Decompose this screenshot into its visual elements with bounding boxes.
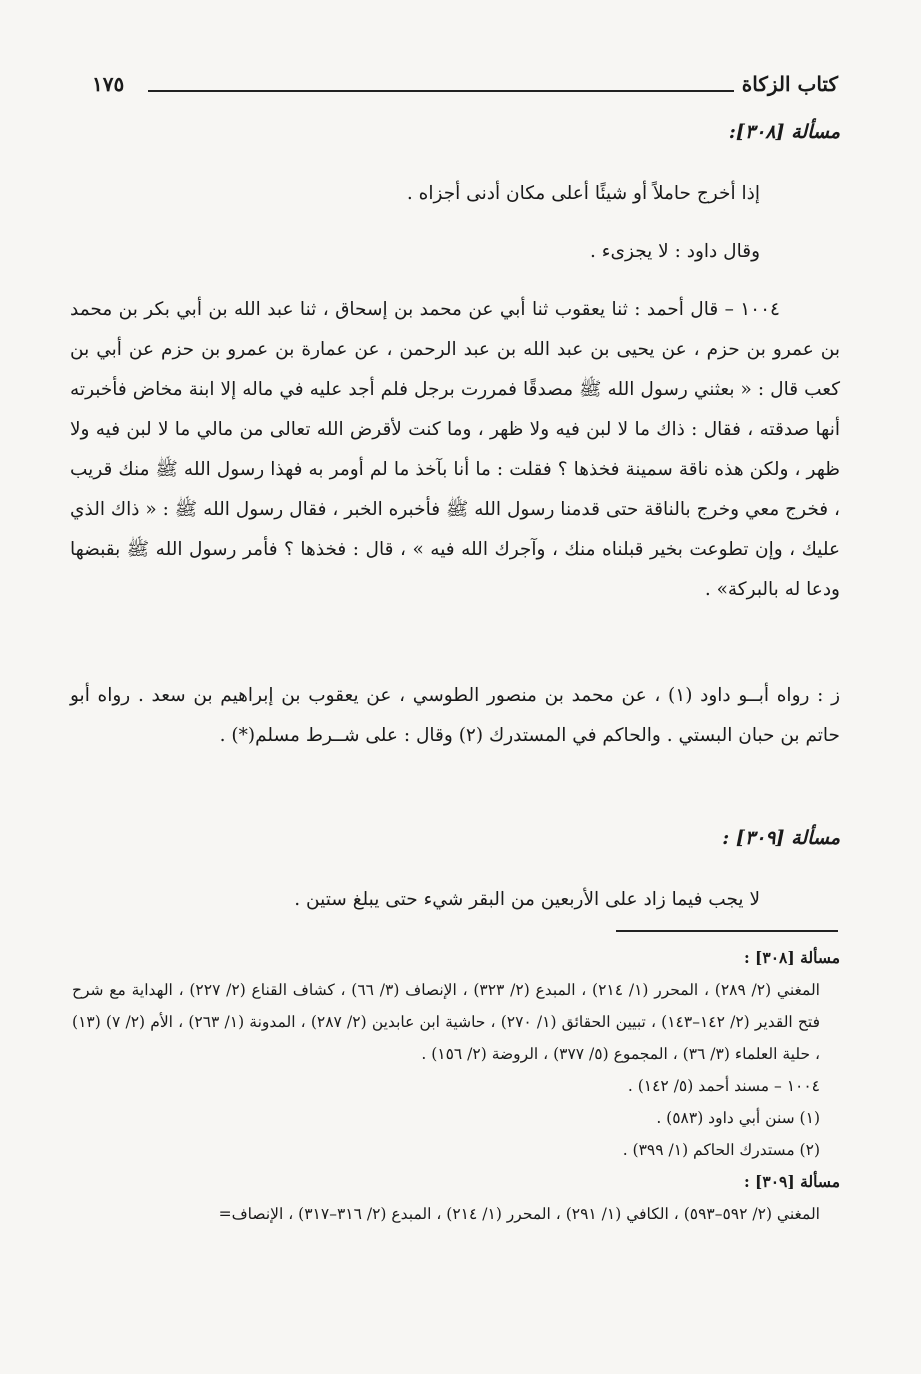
question-309-heading (70, 818, 840, 859)
takhrij-text: ز : رواه أبــو داود (١) ، عن محمد بن منصور الطوسي ، عن يعقوب بن إبراهيم بن سعد . رواه أبو حاتم بن حبان البستي . والحاكم في المستدرك (٢) وقال : على شــرط مسلم(*) . (70, 685, 840, 746)
footnote-308-sources: المغني (٢/ ٢٨٩) ، المحرر (١/ ٢١٤) ، المبدع (٢/ ٣٢٣) ، الإنصاف (٣/ ٦٦) ، كشاف القناع (٢/ ٢٢٧) ، الهداية مع شرح فتح القدير (٢/ ١٤٢–١٤٣) ، تبيين الحقائق (١/ ٢٧٠) ، حاشية ابن عابدين (٢/ ٢٨٧) ، المدونة (١/ ٢٦٣) ، الأم (٢/ ٧) (١٣) ، حلية العلماء (٣/ ٣٦) ، المجموع (٥/ ٣٧٧) ، الروضة (٢/ ١٥٦) . (72, 981, 820, 1063)
footnote-1004: ١٠٠٤ – مسند أحمد (٥/ ١٤٢) . (627, 1077, 820, 1095)
page-number: ١٧٥ (92, 72, 125, 96)
chapter-title: كتاب الزكاة (741, 72, 838, 96)
footnotes (72, 942, 840, 1230)
question-308-heading (70, 112, 840, 153)
question-heading: مسألة [٣٠٨]: (728, 121, 840, 143)
footnote-1: (١) سنن أبي داود (٥٨٣) . (656, 1109, 820, 1127)
question-308-statement: إذا أخرج حاملاً أو شيئًا أعلى مكان أدنى أجزاه . (406, 183, 760, 204)
takhrij-paragraph (70, 676, 840, 756)
footnote-309-label: مسألة [٣٠٩] : (743, 1172, 840, 1191)
footnote-308-label: مسألة [٣٠٨] : (743, 948, 840, 967)
question-heading: مسألة [٣٠٩] : (722, 827, 840, 849)
dawud-opinion: وقال داود : لا يجزىء . (590, 241, 760, 262)
question-309-statement: لا يجب فيما زاد على الأربعين من البقر شيء حتى يبلغ ستين . (294, 889, 760, 910)
hadith-text: ١٠٠٤ – قال أحمد : ثنا يعقوب ثنا أبي عن محمد بن إسحاق ، ثنا عبد الله بن أبي بكر بن محمد بن عمرو بن حزم ، عن يحيى بن عبد الله بن عبد الرحمن ، عن عمارة بن عمرو بن حزم عن أبي بن كعب قال : « بعثني رسول الله ﷺ مصدقًا فمررت برجل فلم أجد عليه في ماله إلا ابنة مخاض فأخبرته أنها صدقته ، فقال : ذاك ما لا لبن فيه ولا ظهر ، وما كنت لأقرض الله تعالى من مالي ما لا لبن فيه ولا ظهر ، ولكن هذه ناقة سمينة فخذها ؟ فقلت : ما أنا بآخذ ما لم أومر به فهذا رسول الله ﷺ منك قريب ، فخرج معي وخرج بالناقة حتى قدمنا رسول الله ﷺ فأخبره الخبر ، فقال رسول الله ﷺ : « ذاك الذي عليك ، وإن تطوعت بخير قبلناه منك ، وآجرك الله فيه » ، قال : فخذها ؟ فأمر رسول الله ﷺ بقبضها ودعا له بالبركة» . (70, 299, 840, 600)
hadith-1004 (70, 290, 840, 610)
header-rule (148, 90, 734, 92)
running-header (92, 70, 838, 110)
footnote-309-sources: المغني (٢/ ٥٩٢–٥٩٣) ، الكافي (١/ ٢٩١) ، المحرر (١/ ٢١٤) ، المبدع (٢/ ٣١٦–٣١٧) ، الإنصاف= (218, 1205, 820, 1223)
footnote-2: (٢) مستدرك الحاكم (١/ ٣٩٩) . (622, 1141, 820, 1159)
footnote-separator (616, 930, 838, 932)
